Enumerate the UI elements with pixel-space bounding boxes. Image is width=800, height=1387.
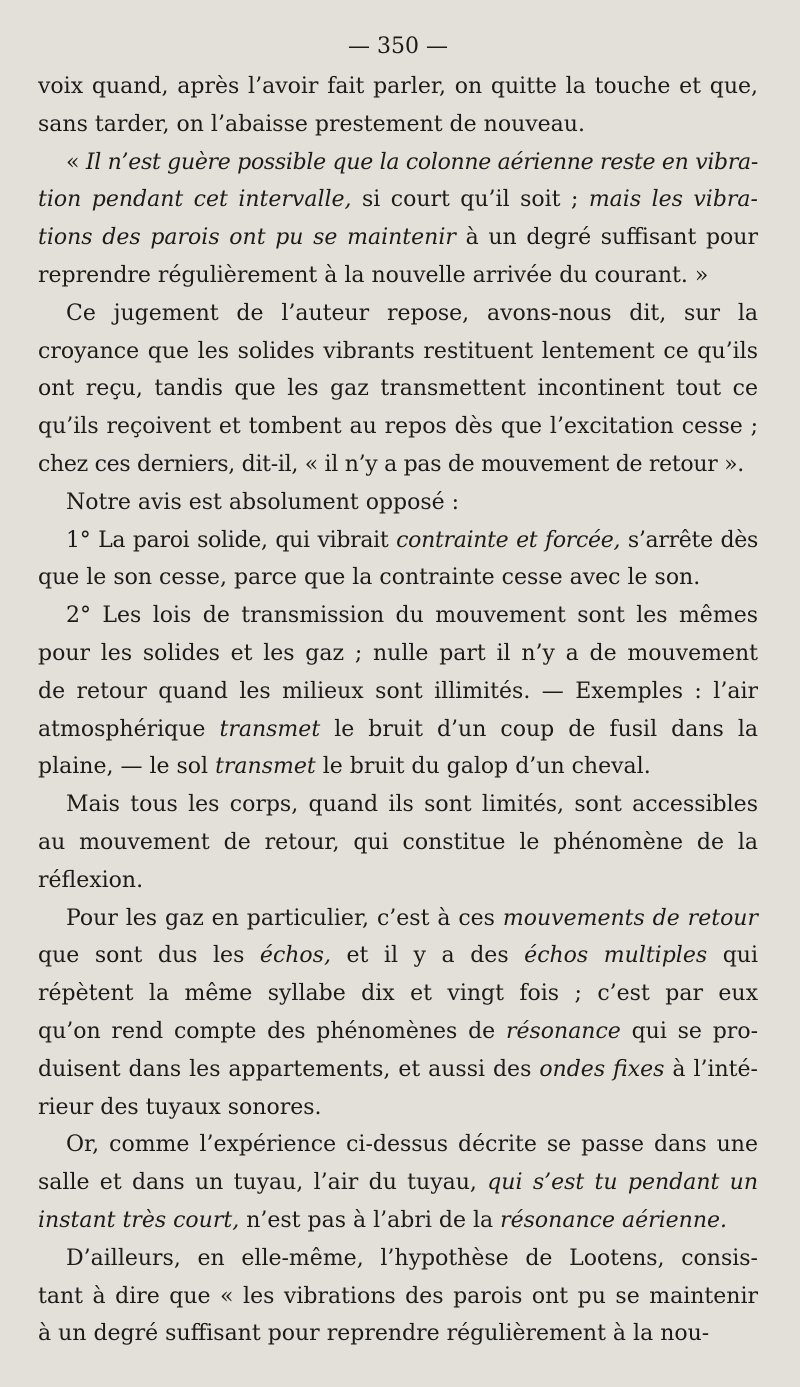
text-line — [38, 1202, 758, 1240]
text-line — [38, 1089, 758, 1127]
text-line — [38, 1278, 758, 1316]
text-run: à un degré suffisant pour — [455, 225, 758, 251]
text-run: Notre avis est absolument opposé : — [66, 489, 460, 515]
text-line — [38, 748, 758, 786]
text-run: à l’inté- — [664, 1056, 758, 1082]
text-run: « — [66, 149, 86, 175]
text-line — [38, 1126, 758, 1164]
italic-text: contrainte et forcée, — [396, 527, 621, 553]
italic-text: mais les vibra- — [588, 187, 758, 213]
text-run: chez ces derniers, dit-il, « il n’y a pas de mouvement de retour ». — [38, 451, 744, 477]
text-run: qu’ils reçoivent et tombent au repos dès que l’excitation cesse ; — [38, 414, 758, 440]
paragraph — [38, 522, 758, 598]
italic-text: transmet — [215, 754, 316, 780]
text-line — [38, 597, 758, 635]
text-run: qui — [707, 943, 758, 969]
text-run: atmosphérique — [38, 716, 220, 742]
text-run: s’arrête dès — [620, 527, 758, 553]
text-run: le bruit d’un coup de fusil dans la — [320, 716, 758, 742]
italic-text: échos, — [259, 943, 331, 969]
paragraph — [38, 68, 758, 144]
text-line — [38, 673, 758, 711]
text-line — [38, 181, 758, 219]
text-run: le bruit du galop d’un cheval. — [315, 754, 651, 780]
italic-text: instant très court, — [38, 1207, 240, 1233]
text-run: qui se pro- — [620, 1018, 758, 1044]
text-line — [38, 68, 758, 106]
text-line — [38, 408, 758, 446]
text-run: Pour les gaz en particulier, c’est à ces — [66, 905, 503, 931]
text-line — [38, 975, 758, 1013]
italic-text: mouvements de retour — [502, 905, 758, 931]
body-text — [38, 68, 758, 1353]
text-line — [38, 106, 758, 144]
paragraph — [38, 144, 758, 295]
text-run: qu’on rend compte des phénomènes de — [38, 1018, 506, 1044]
italic-text: Il n’est guère possible que la colonne aérienne reste en vibra- — [85, 149, 759, 175]
italic-text: qui s’est tu pendant un — [487, 1170, 759, 1196]
text-run: plaine, — le sol — [38, 754, 216, 780]
italic-text: tions des parois ont pu se maintenir — [38, 225, 456, 251]
text-line — [38, 786, 758, 824]
text-run: Mais tous les corps, quand ils sont limités, sont accessibles — [66, 792, 758, 818]
italic-text: échos multiples — [524, 943, 708, 969]
text-run: ont reçu, tandis que les gaz transmettent incontinent tout ce — [38, 376, 758, 402]
text-run: Or, comme l’expérience ci-dessus décrite se passe dans une — [66, 1132, 758, 1158]
text-line — [38, 635, 758, 673]
text-run: rieur des tuyaux sonores. — [38, 1094, 322, 1120]
text-run: reprendre régulièrement à la nouvelle arrivée du courant. » — [38, 262, 709, 288]
page-number: — 350 — — [348, 34, 448, 59]
text-run: 2° Les lois de transmission du mouvement sont les mêmes — [66, 603, 758, 629]
italic-text: ondes fixes — [539, 1056, 665, 1082]
italic-text: résonance — [505, 1018, 621, 1044]
text-line — [38, 257, 758, 295]
text-line — [38, 446, 758, 484]
paragraph — [38, 786, 758, 899]
italic-text: transmet — [219, 716, 321, 742]
text-run: n’est pas à l’abri de la — [239, 1207, 501, 1233]
italic-text: tion pendant cet intervalle, — [38, 187, 352, 213]
text-run: au mouvement de retour, qui constitue le phénomène de la — [38, 829, 758, 855]
text-line — [38, 862, 758, 900]
text-run: D’ailleurs, en elle-même, l’hypothèse de Lootens, consis- — [66, 1245, 758, 1271]
text-line — [38, 711, 758, 749]
text-line — [38, 370, 758, 408]
italic-text: résonance aérienne. — [500, 1207, 728, 1233]
text-run: et il y a des — [330, 943, 525, 969]
text-line — [38, 900, 758, 938]
text-line — [38, 1315, 758, 1353]
text-line — [38, 559, 758, 597]
text-run: réflexion. — [38, 867, 144, 893]
text-run: salle et dans un tuyau, l’air du tuyau, — [38, 1170, 488, 1196]
text-line — [38, 219, 758, 257]
text-run: Ce jugement de l’auteur repose, avons-nous dit, sur la — [66, 300, 758, 326]
text-run: 1° La paroi solide, qui vibrait — [66, 527, 397, 553]
text-line — [38, 1051, 758, 1089]
text-line — [38, 1164, 758, 1202]
paragraph — [38, 1240, 758, 1353]
text-line — [38, 484, 758, 522]
text-run: que le son cesse, parce que la contrainte cesse avec le son. — [38, 565, 701, 591]
text-line — [38, 1240, 758, 1278]
paragraph — [38, 597, 758, 786]
paragraph — [38, 295, 758, 484]
text-line — [38, 937, 758, 975]
text-line — [38, 522, 758, 560]
paragraph — [38, 484, 758, 522]
text-run: tant à dire que « les vibrations des parois ont pu se maintenir — [38, 1283, 758, 1309]
text-run: duisent dans les appartements, et aussi des — [38, 1056, 540, 1082]
paragraph — [38, 1126, 758, 1239]
paragraph — [38, 900, 758, 1127]
text-run: à un degré suffisant pour reprendre régulièrement à la nou- — [38, 1321, 710, 1347]
text-run: voix quand, après l’avoir fait parler, on quitte la touche et que, — [38, 74, 758, 99]
text-line — [38, 144, 758, 182]
text-run: pour les solides et les gaz ; nulle part il n’y a de mouvement — [38, 640, 758, 666]
text-line — [38, 295, 758, 333]
text-run: si court qu’il soit ; — [351, 187, 589, 213]
text-run: de retour quand les milieux sont illimités. — Exemples : l’air — [38, 678, 758, 704]
text-run: répètent la même syllabe dix et vingt fois ; c’est par eux — [38, 981, 758, 1007]
text-line — [38, 1013, 758, 1051]
text-line — [38, 333, 758, 371]
text-line — [38, 824, 758, 862]
text-run: croyance que les solides vibrants restituent lentement ce qu’ils — [38, 338, 758, 364]
text-run: sans tarder, on l’abaisse prestement de nouveau. — [38, 111, 585, 137]
text-run: que sont dus les — [38, 943, 260, 969]
